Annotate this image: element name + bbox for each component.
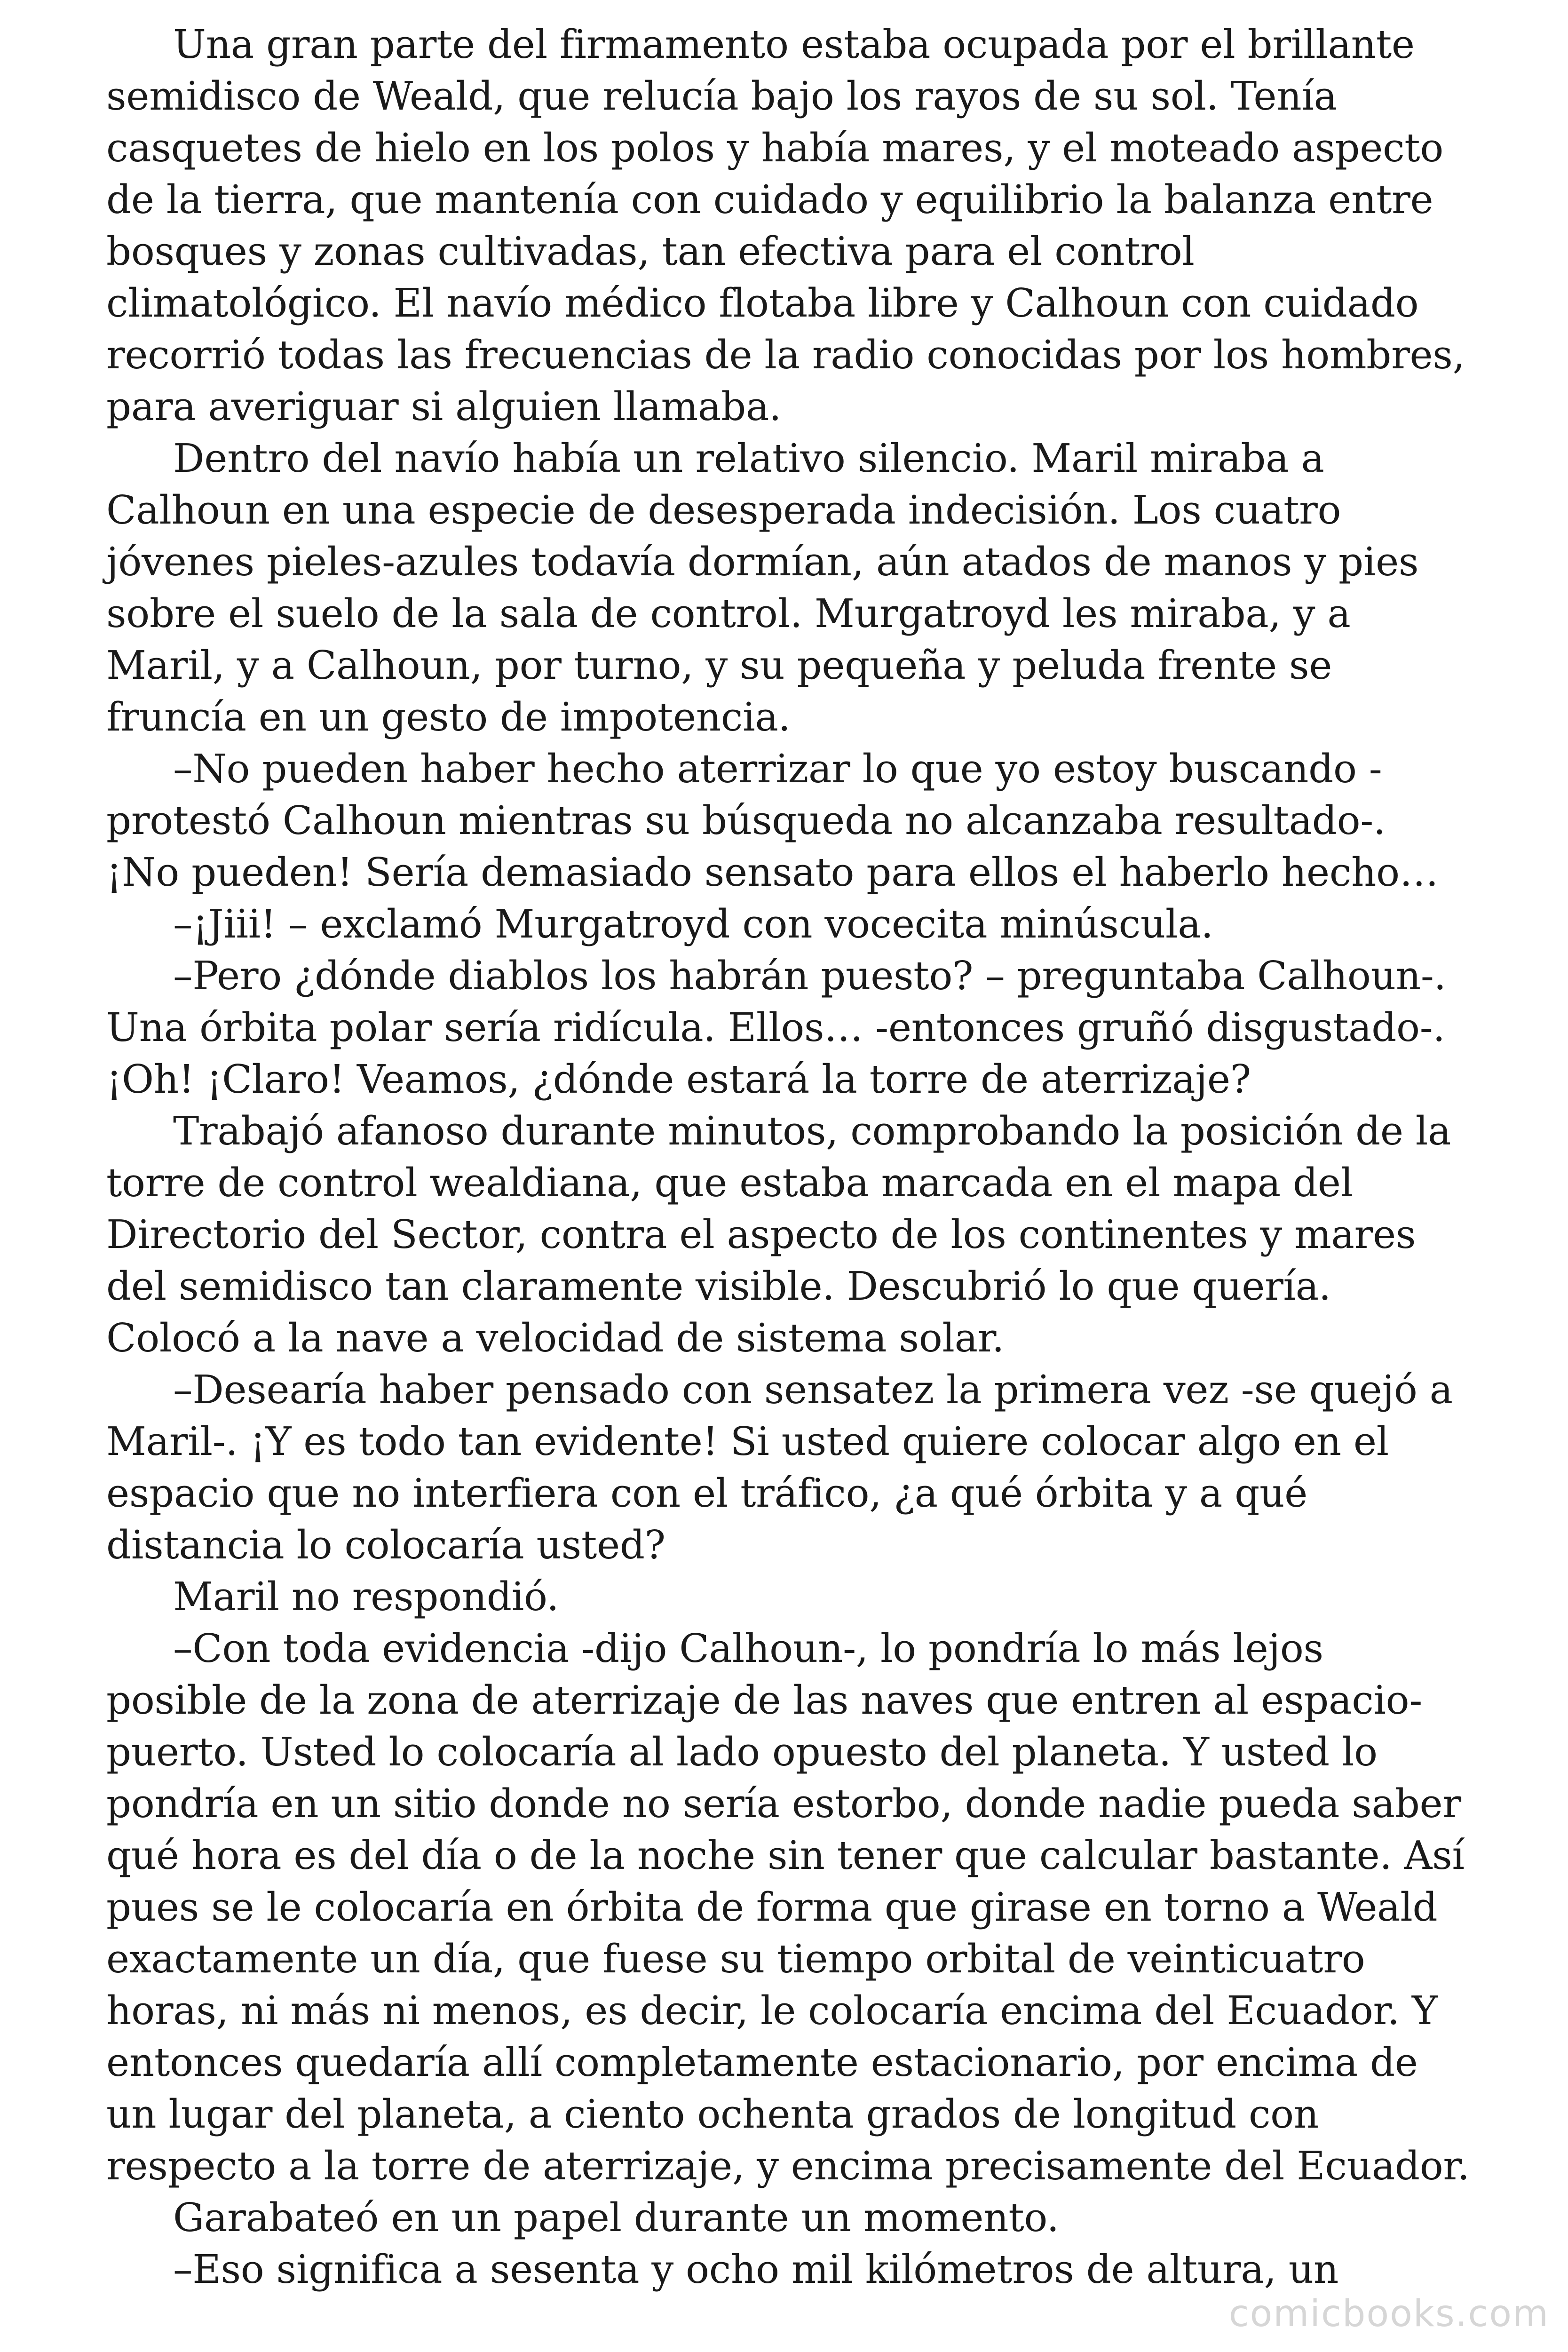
paragraph-2: Dentro del navío había un relativo silencio. Maril miraba a Calhoun en una especie de desesperada indecisión. Los cuatro jóvenes pieles-azules todavía dormían, aún atados de manos y pies sobre el suelo de la sala de control. Murgatroyd les miraba, y a Maril, y a Calhoun, por turno, y su pequeña y peluda frente se fruncía en un gesto de impotencia. (106, 436, 1419, 740)
paragraph-6: Trabajó afanoso durante minutos, comprobando la posición de la torre de control wealdiana, que estaba marcada en el mapa del Directorio del Sector, contra el aspecto de los continentes y mares del semidisco tan claramente visible. Descubrió lo que quería. Colocó a la nave a velocidad de sistema solar. (106, 1108, 1451, 1361)
page-text-body (106, 19, 1470, 2324)
paragraph-11: –Eso significa a sesenta y ocho mil kilómetros de altura, un (173, 2247, 1339, 2292)
paragraph-8: Maril no respondió. (173, 1574, 559, 1620)
paragraph-3: –No pueden haber hecho aterrizar lo que yo estoy buscando -protestó Calhoun mientras su búsqueda no alcanzaba resultado-. ¡No pueden! Sería demasiado sensato para ellos el haberlo hecho… (106, 746, 1439, 895)
paragraph-7: –Desearía haber pensado con sensatez la primera vez -se quejó a Maril-. ¡Y es todo tan evidente! Si usted quiere colocar algo en el espacio que no interfiera con el tráfico, ¿a qué órbita y a qué distancia lo colocaría usted? (106, 1367, 1453, 1568)
paragraph-5: –Pero ¿dónde diablos los habrán puesto? – preguntaba Calhoun-. Una órbita polar sería ridícula. Ellos… -entonces gruñó disgustado-. ¡Oh! ¡Claro! Veamos, ¿dónde estará la torre de aterrizaje? (106, 953, 1446, 1102)
watermark: comicbooks.com (1228, 2293, 1549, 2335)
paragraph-1: Una gran parte del firmamento estaba ocupada por el brillante semidisco de Weald, que relucía bajo los rayos de su sol. Tenía casquetes de hielo en los polos y había mares, y el moteado aspecto de la tierra, que mantenía con cuidado y equilibrio la balanza entre bosques y zonas cultivadas, tan efectiva para el control climatológico. El navío médico flotaba libre y Calhoun con cuidado recorrió todas las frecuencias de la radio conocidas por los hombres, para averiguar si alguien llamaba. (106, 22, 1465, 429)
paragraph-10: Garabateó en un papel durante un momento. (173, 2195, 1059, 2241)
paragraph-4: –¡Jiii! – exclamó Murgatroyd con vocecita minúscula. (173, 901, 1213, 947)
paragraph-9: –Con toda evidencia -dijo Calhoun-, lo pondría lo más lejos posible de la zona de aterrizaje de las naves que entren al espacio-puerto. Usted lo colocaría al lado opuesto del planeta. Y usted lo pondría en un sitio donde no sería estorbo, donde nadie pueda saber qué hora es del día o de la noche sin tener que calcular bastante. Así pues se le colocaría en órbita de forma que girase en torno a Weald exactamente un día, que fuese su tiempo orbital de veinticuatro horas, ni más ni menos, es decir, le colocaría encima del Ecuador. Y entonces quedaría allí completamente estacionario, por encima de un lugar del planeta, a ciento ochenta grados de longitud con respecto a la torre de aterrizaje, y encima precisamente del Ecuador. (106, 1626, 1470, 2189)
